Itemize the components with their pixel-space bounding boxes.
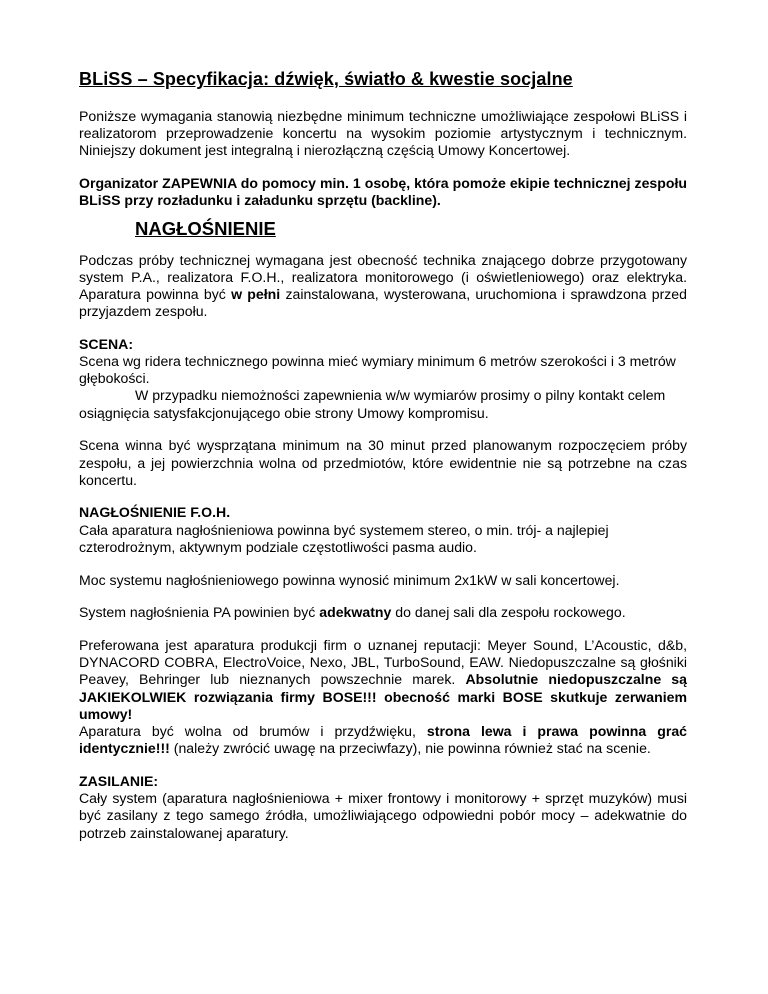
foh-hum-emphasis: strona lewa i prawa powinna grać identycznie!!! xyxy=(79,722,688,757)
scena-heading: SCENA: xyxy=(79,335,134,352)
scena-contact: W przypadku niemożności zapewnienia w/w wymiarów prosimy o pilny kontakt celem osiągnięcia satysfakcjonującego obie strony Umowy kompromisu. xyxy=(79,387,666,421)
foh-adequacy-emphasis: adekwatny xyxy=(319,604,392,621)
section-intro-text: Podczas próby technicznej wymagana jest obecność technika znającego dobrze przygotowany system P.A., realizatora F.O.H., realizatora monitorowego (i oświetleniowego) oraz elektryka. Aparatura powinna być xyxy=(79,251,687,302)
document-page xyxy=(79,68,687,842)
scena-dimensions: Scena wg ridera technicznego powinna mieć wymiary minimum 6 metrów szerokości i 3 metrów głębokości. xyxy=(79,353,676,387)
organizer-note: Organizator ZAPEWNIA do pomocy min. 1 osobę, która pomoże ekipie technicznej zespołu BLiSS przy rozładunku i załadunku sprzętu (backline). xyxy=(79,175,687,209)
document-title: BLiSS – Specyfikacja: dźwięk, światło & kwestie socjalne xyxy=(79,69,573,89)
foh-bose-warning: Absolutnie niedopuszczalne są JAKIEKOLWIEK rozwiązania firmy BOSE!!! obecność marki BOSE skutkuje zerwaniem umowy! xyxy=(79,671,687,722)
foh-hum xyxy=(79,723,687,757)
foh-adequacy-text-end: do danej sali dla zespołu rockowego. xyxy=(391,604,626,621)
foh-heading: NAGŁOŚNIENIE F.O.H. xyxy=(79,504,231,521)
intro-paragraph: Poniższe wymagania stanowią niezbędne minimum techniczne umożliwiające zespołowi BLiSS i realizatorom przeprowadzenie koncertu na wysokim poziomie artystycznym i technicznym. Niniejszy dokument jest integralną i nierozłączną częścią Umowy Koncertowej. xyxy=(79,108,687,159)
section-intro-paragraph xyxy=(79,252,687,321)
foh-stereo: Cała aparatura nagłośnieniowa powinna być systemem stereo, o min. trój- a najlepiej czterodrożnym, aktywnym podziale częstotliwości pasma audio. xyxy=(79,521,609,555)
foh-preferred-brands xyxy=(79,637,687,723)
foh-preferred-text: Preferowana jest aparatura produkcji firm o uznanej reputacji: Meyer Sound, L’Acoustic, d&b, DYNACORD COBRA, ElectroVoice, Nexo, JBL, TurboSound, EAW. Niedopuszczalne są głośniki Peavey, Behringer lub nieznanych powszechnie marek. xyxy=(79,636,687,688)
foh-power: Moc systemu nagłośnieniowego powinna wynosić minimum 2x1kW w sali koncertowej. xyxy=(79,571,620,588)
foh-adequacy-text: System nagłośnienia PA powinien być xyxy=(79,604,320,621)
foh-hum-text: Aparatura być wolna od brumów i przydźwięku, xyxy=(79,722,427,739)
foh-adequacy xyxy=(79,604,687,621)
section-intro-text-end: zainstalowana, wysterowana, uruchomiona i sprawdzona przed przyjazdem zespołu. xyxy=(79,285,687,320)
power-heading: ZASILANIE: xyxy=(79,772,159,789)
foh-hum-text-end: (należy zwrócić uwagę na przeciwfazy), nie powinna również stać na scenie. xyxy=(169,740,651,757)
section-title-naglosnienie: NAGŁOŚNIENIE xyxy=(135,217,276,239)
scena-cleaning: Scena winna być wysprzątana minimum na 30 minut przed planowanym rozpoczęciem próby zespołu, a jej powierzchnia wolna od przedmiotów, które ewidentnie nie są potrzebne na czas koncertu. xyxy=(79,437,687,488)
section-intro-emphasis: w pełni xyxy=(231,285,281,302)
power-paragraph: Cały system (aparatura nagłośnieniowa + mixer frontowy i monitorowy + sprzęt muzyków) musi być zasilany z tego samego źródła, umożliwiającego odpowiedni pobór mocy – adekwatnie do potrzeb zainstalowanej aparatury. xyxy=(79,790,687,841)
